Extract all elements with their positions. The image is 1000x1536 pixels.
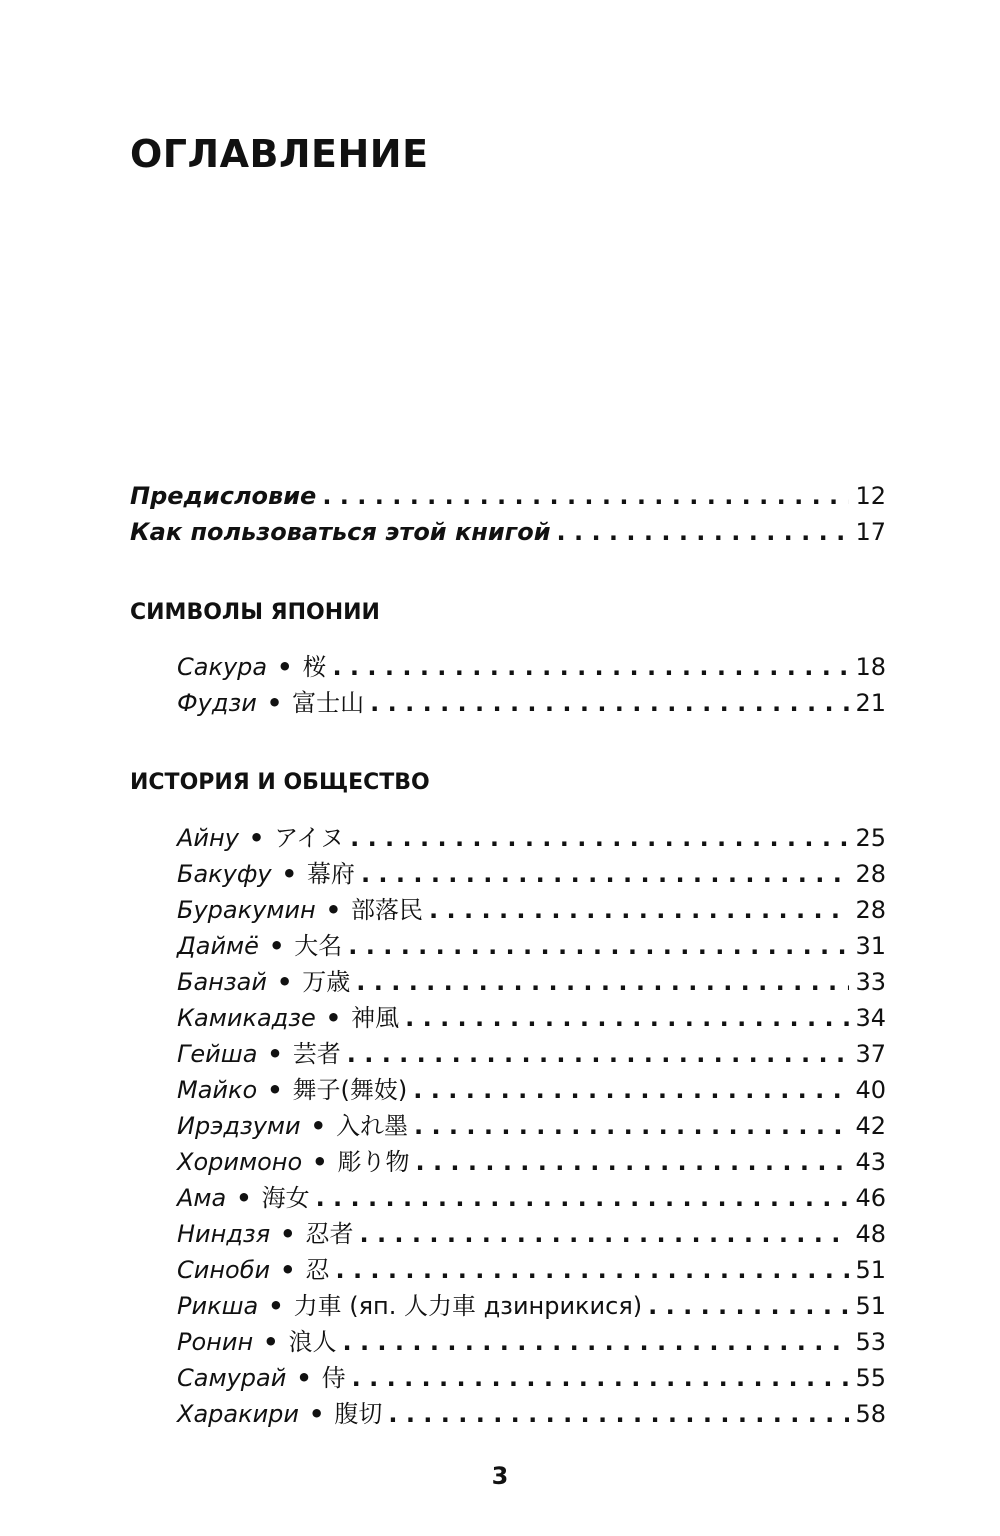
toc-entry[interactable] [177,1038,886,1070]
toc-entry[interactable] [177,1074,886,1106]
dot-leader [316,1182,850,1214]
entry-title: Ронин [177,1328,254,1356]
entry-japanese: 腹切 [334,1400,383,1428]
dot-leader [332,651,849,683]
dot-leader [388,1398,849,1430]
bullet-separator: • [325,896,342,924]
dot-leader [648,1290,849,1322]
bullet-separator: • [280,1256,296,1284]
entry-japanese: 桜 [302,653,327,681]
entry-japanese: 浪人 [288,1328,337,1356]
entry-title: Сакура [177,653,268,681]
entry-page: 46 [855,1184,886,1212]
toc-entry[interactable] [177,1182,886,1214]
bullet-separator: • [281,860,297,888]
bullet-separator: • [312,1148,328,1176]
entry-page: 51 [855,1256,886,1284]
entry-page: 42 [855,1112,886,1140]
entry-page: 53 [855,1328,886,1356]
entry-title: Предисловие [130,482,317,510]
bullet-separator: • [248,824,265,852]
entry-title: Бакуфу [177,860,272,888]
entry-japanese: 幕府 [306,860,355,888]
bullet-separator: • [268,932,285,960]
entry-japanese: 忍者 [305,1220,354,1248]
bullet-separator: • [309,1400,325,1428]
toc-entry[interactable] [177,1254,886,1286]
toc-entry[interactable] [177,894,886,926]
dot-leader [347,1038,850,1070]
entry-page: 51 [855,1292,886,1320]
bullet-separator: • [310,1112,326,1140]
entry-page: 12 [855,482,886,510]
entry-japanese: 入れ墨 [335,1112,408,1140]
dot-leader [356,966,849,998]
toc-entry-how-to-use[interactable] [130,516,886,548]
dot-leader [352,1362,850,1394]
entry-page: 34 [855,1004,886,1032]
dot-leader [415,1146,849,1178]
entry-page: 48 [855,1220,886,1248]
toc-entry[interactable] [177,651,886,683]
dot-leader [557,516,850,548]
bullet-separator: • [268,1292,284,1320]
dot-leader [335,1254,849,1286]
bullet-separator: • [267,1040,283,1068]
entry-japanese: 富士山 [292,689,365,717]
toc-entry[interactable] [177,1290,886,1322]
entry-japanese: 海女 [261,1184,310,1212]
entry-page: 28 [855,896,886,924]
entry-title: Хоримоно [177,1148,303,1176]
entry-japanese: 彫り物 [337,1148,410,1176]
section-heading-history: ИСТОРИЯ И ОБЩЕСТВО [130,770,430,795]
entry-title: Фудзи [177,689,257,717]
toc-entry[interactable] [177,966,886,998]
entry-title: Даймё [177,932,259,960]
dot-leader [342,1326,849,1358]
entry-page: 25 [855,824,886,852]
entry-japanese: 侍 [321,1364,346,1392]
entry-title: Буракумин [177,896,316,924]
dot-leader [348,930,849,962]
entry-japanese: 舞子(舞妓) [292,1076,408,1104]
entry-title: Айну [177,824,239,852]
page-title: ОГЛАВЛЕНИЕ [130,132,429,176]
entry-japanese: 万歳 [302,968,351,996]
entry-title: Банзай [177,968,267,996]
toc-entry[interactable] [177,858,886,890]
bullet-separator: • [280,1220,296,1248]
toc-entry[interactable] [177,1110,886,1142]
toc-entry[interactable] [177,822,886,854]
entry-japanese: 力車 (яп. 人力車 дзинрикися) [293,1292,643,1320]
entry-page: 43 [855,1148,886,1176]
dot-leader [405,1002,849,1034]
entry-title: Камикадзе [177,1004,316,1032]
entry-title: Майко [177,1076,258,1104]
toc-entry-preface[interactable] [130,480,886,512]
entry-japanese: 大名 [294,932,343,960]
bullet-separator: • [263,1328,279,1356]
bullet-separator: • [266,689,283,717]
toc-entry[interactable] [177,1398,886,1430]
entry-japanese: 忍 [305,1256,330,1284]
entry-page: 21 [855,689,886,717]
dot-leader [414,1110,849,1142]
entry-title: Рикша [177,1292,259,1320]
entry-page: 28 [855,860,886,888]
entry-page: 55 [855,1364,886,1392]
bullet-separator: • [276,968,293,996]
entry-title: Ирэдзуми [177,1112,301,1140]
dot-leader [429,894,849,926]
dot-leader [370,687,849,719]
toc-entry[interactable] [177,1002,886,1034]
entry-japanese: アイヌ [274,824,345,852]
toc-entry[interactable] [177,1218,886,1250]
entry-page: 31 [855,932,886,960]
entry-page: 58 [855,1400,886,1428]
entry-title: Синоби [177,1256,271,1284]
dot-leader [413,1074,849,1106]
section-heading-symbols: СИМВОЛЫ ЯПОНИИ [130,600,380,625]
entry-page: 17 [855,518,886,546]
entry-title: Как пользоваться этой книгой [130,518,551,546]
toc-entry[interactable] [177,930,886,962]
entry-page: 33 [855,968,886,996]
entry-japanese: 芸者 [292,1040,341,1068]
entry-title: Харакири [177,1400,300,1428]
bullet-separator: • [236,1184,252,1212]
toc-entry[interactable] [177,1362,886,1394]
entry-japanese: 部落民 [351,896,424,924]
entry-title: Ниндзя [177,1220,271,1248]
dot-leader [322,480,849,512]
entry-japanese: 神風 [351,1004,400,1032]
page-number: 3 [491,1462,509,1490]
dot-leader [361,858,850,890]
dot-leader [359,1218,849,1250]
entry-page: 18 [855,653,886,681]
bullet-separator: • [296,1364,312,1392]
bullet-separator: • [267,1076,283,1104]
entry-title: Ама [177,1184,227,1212]
toc-entry[interactable] [177,1146,886,1178]
entry-title: Гейша [177,1040,258,1068]
entry-title: Самурай [177,1364,287,1392]
dot-leader [350,822,849,854]
toc-entry[interactable] [177,1326,886,1358]
toc-entry[interactable] [177,687,886,719]
entry-page: 40 [855,1076,886,1104]
bullet-separator: • [325,1004,342,1032]
bullet-separator: • [277,653,293,681]
entry-page: 37 [855,1040,886,1068]
